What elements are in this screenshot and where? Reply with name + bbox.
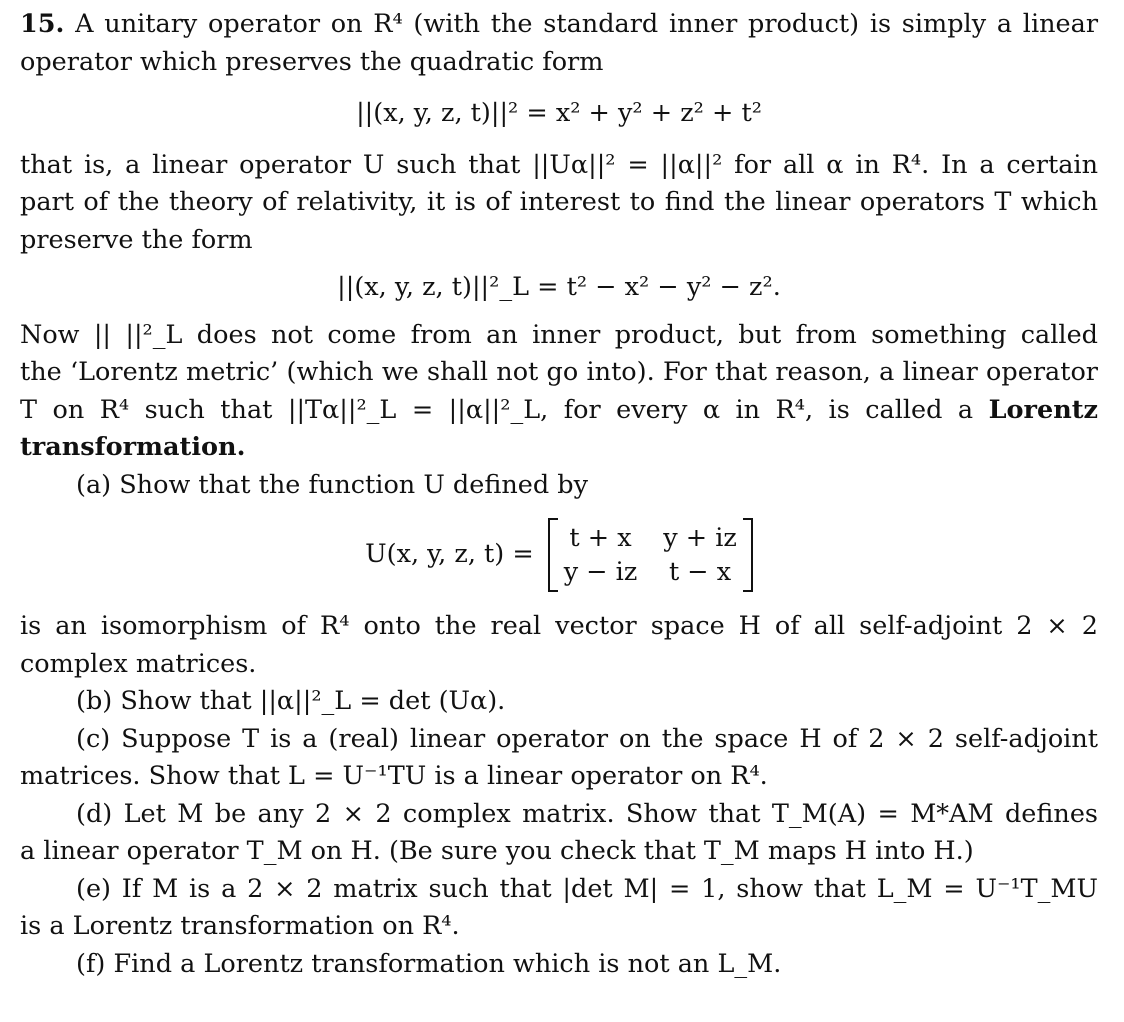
problem-line-7: the ‘Lorentz metric’ (which we shall not go into). For that reason, a linear operator: [20, 357, 1098, 387]
problem-line-8: T on R⁴ such that ||Tα||²_L = ||α||²_L, for every α in R⁴, is called a Lorentz: [20, 394, 1098, 425]
part-d-line-1: (d) Let M be any 2 × 2 complex matrix. Show that T_M(A) = M*AM defines: [76, 798, 1098, 829]
part-a-intro: (a) Show that the function U defined by: [76, 469, 589, 500]
left-bracket: [548, 518, 558, 592]
matrix-lhs: U(x, y, z, t) =: [365, 539, 534, 570]
part-a-line-2: is an isomorphism of R⁴ onto the real vector space H of all self-adjoint 2 × 2: [20, 611, 1098, 641]
right-bracket: [743, 518, 753, 592]
matrix-entries: [558, 521, 743, 589]
matrix-entry-22: t − x: [668, 557, 732, 587]
problem-number: 15.: [20, 9, 65, 39]
part-b: (b) Show that ||α||²_L = det (Uα).: [76, 686, 506, 716]
equation-lorentz-form: ||(x, y, z, t)||²_L = t² − x² − y² − z².: [337, 272, 781, 302]
part-c-line-1: (c) Suppose T is a (real) linear operator on the space H of 2 × 2 self-adjoint: [76, 723, 1098, 754]
part-e-line-2: is a Lorentz transformation on R⁴.: [20, 911, 460, 941]
matrix-entry-12: y + iz: [663, 523, 737, 553]
matrix-entry-11: t + x: [569, 523, 632, 553]
part-f: (f) Find a Lorentz transformation which is not an L_M.: [76, 948, 782, 979]
problem-line-4: part of the theory of relativity, it is of interest to find the linear operators T which: [20, 187, 1098, 217]
matrix-equation: [20, 512, 1098, 598]
equation-euclidean-norm: ||(x, y, z, t)||² = x² + y² + z² + t²: [356, 98, 762, 128]
part-e-line-1: (e) If M is a 2 × 2 matrix such that |det M| = 1, show that L_M = U⁻¹T_MU: [76, 873, 1098, 904]
matrix-entry-21: y − iz: [563, 557, 638, 587]
part-d-line-2: a linear operator T_M on H. (Be sure you check that T_M maps H into H.): [20, 836, 974, 866]
term-transformation: transformation.: [20, 432, 246, 462]
problem-line-9: [20, 429, 1098, 467]
term-lorentz: Lorentz: [988, 394, 1098, 425]
problem-line-6: Now || ||²_L does not come from an inner product, but from something called: [20, 319, 1098, 350]
problem-line-3: that is, a linear operator U such that ||Uα||² = ||α||² for all α in R⁴. In a certain: [20, 149, 1098, 180]
problem-line-1: 15. A unitary operator on R⁴ (with the standard inner product) is simply a linear: [20, 9, 1099, 39]
problem-line-5: preserve the form: [20, 224, 253, 255]
problem-line-2: operator which preserves the quadratic form: [20, 46, 604, 77]
part-a-line-3: complex matrices.: [20, 648, 257, 679]
part-c-line-2: matrices. Show that L = U⁻¹TU is a linear operator on R⁴.: [20, 761, 768, 791]
